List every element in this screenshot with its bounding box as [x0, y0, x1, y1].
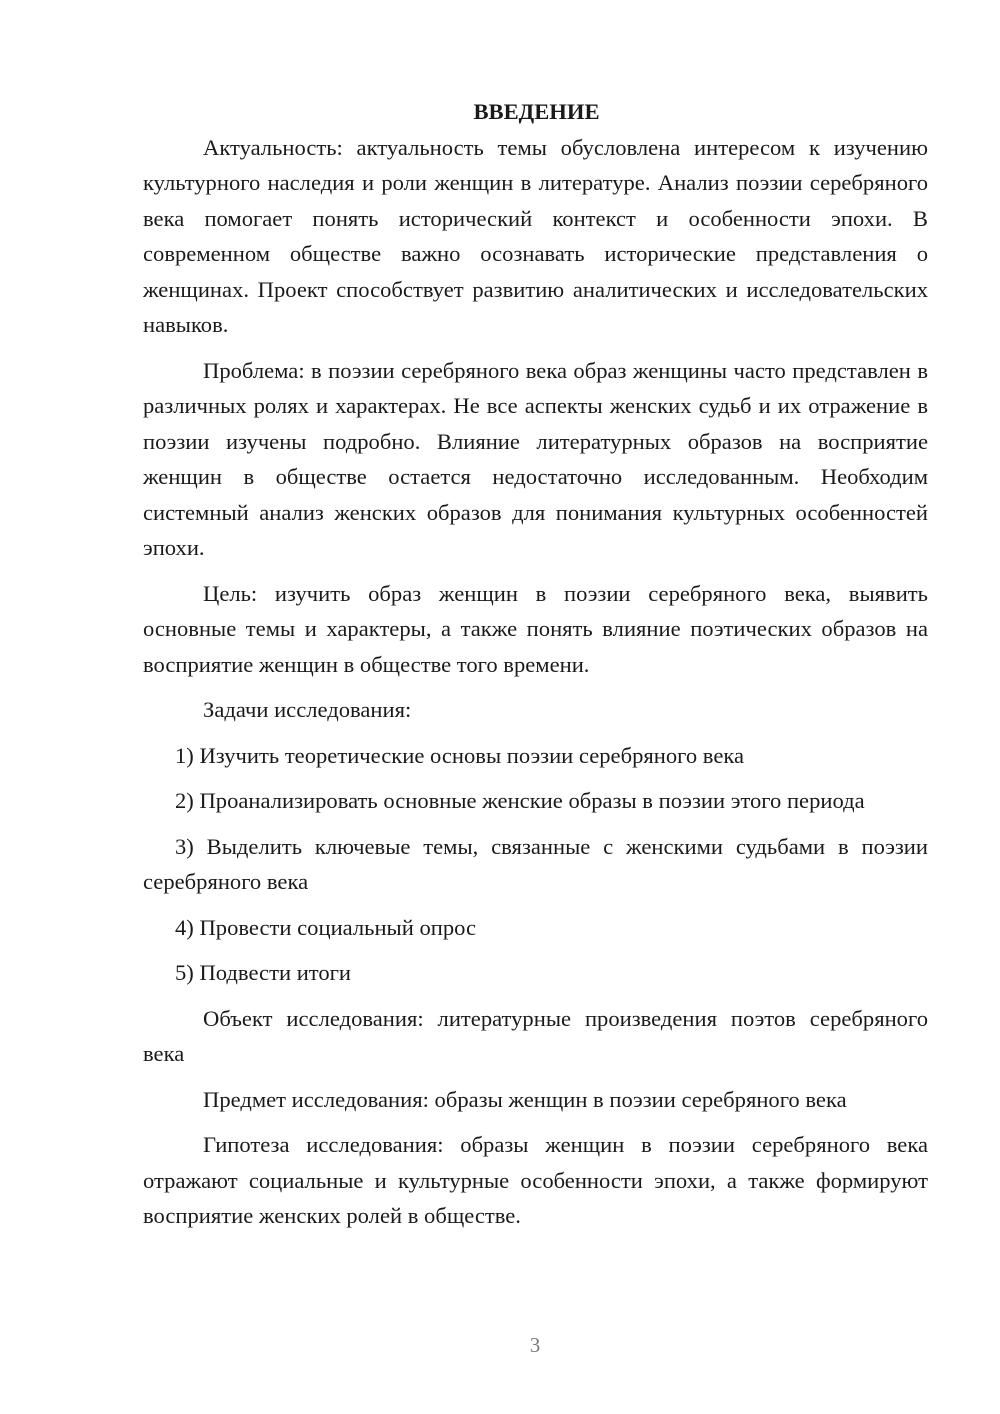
goal-paragraph: Цель: изучить образ женщин в поэзии серебряного века, выявить основные темы и характеры, а также понять влияние поэтических образов на восприятие женщин в обществе того времени. [143, 580, 928, 677]
relevance-paragraph: Актуальность: актуальность темы обусловлена интересом к изучению культурного наследия и роли женщин в литературе. Анализ поэзии серебряного века помогает понять исторический контекст и особенности эпохи. В современном обществе важно осознавать исторические представления о женщинах. Проект способствует развитию аналитических и исследовательских навыков. [143, 134, 928, 337]
problem-paragraph: Проблема: в поэзии серебряного века образ женщины часто представлен в различных ролях и характерах. Не все аспекты женских судьб и их отражение в поэзии изучены подробно. Влияние литературных образов на восприятие женщин в обществе остается недостаточно исследованным. Необходим системный анализ женских образов для понимания культурных особенностей эпохи. [143, 357, 928, 560]
hypothesis-paragraph: Гипотеза исследования: образы женщин в поэзии серебряного века отражают социальные и культурные особенности эпохи, а также формируют восприятие женских ролей в обществе. [143, 1132, 928, 1228]
task-item-3: 3) Выделить ключевые темы, связанные с женскими судьбами в поэзии серебряного века [143, 833, 928, 894]
subject-paragraph: Предмет исследования: образы женщин в поэзии серебряного века [203, 1086, 847, 1112]
task-item-2: 2) Проанализировать основные женские образы в поэзии этого периода [175, 788, 865, 813]
task-item-5: 5) Подвести итоги [175, 960, 352, 985]
section-heading: ВВЕДЕНИЕ [473, 99, 600, 124]
tasks-heading: Задачи исследования: [203, 697, 412, 722]
page-number: 3 [529, 1333, 541, 1357]
object-paragraph: Объект исследования: литературные произведения поэтов серебряного века [143, 1005, 928, 1066]
task-item-4: 4) Провести социальный опрос [175, 914, 477, 940]
task-item-1: 1) Изучить теоретические основы поэзии серебряного века [175, 742, 745, 768]
page-content [143, 94, 928, 1244]
